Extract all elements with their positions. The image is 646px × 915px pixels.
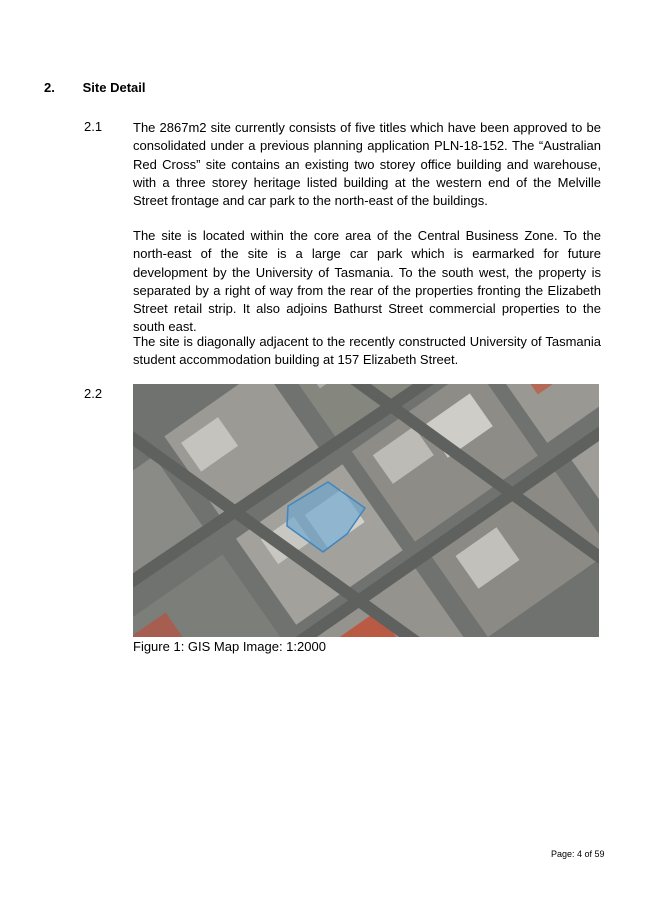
item-number-2-1: 2.1	[84, 119, 103, 134]
page-number: Page: 4 of 59	[551, 849, 605, 859]
section-title: Site Detail	[82, 80, 146, 95]
item-number-2-2: 2.2	[84, 386, 103, 401]
section-heading	[44, 80, 145, 95]
aerial-image	[133, 384, 599, 637]
paragraph-site-location: The site is located within the core area of the Central Business Zone. To the north-east of the site is a large car park which is earmarked for future development by the University of Tasmania. To the south west, the property is separated by a right of way from the rear of the properties fronting the Elizabeth Street retail strip. It also adjoins Bathurst Street commercial properties to the south east.	[133, 228, 601, 335]
section-number: 2.	[44, 80, 55, 95]
paragraph-adjacent-building: The site is diagonally adjacent to the recently constructed University of Tasmania student accommodation building at 157 Elizabeth Street.	[133, 334, 601, 368]
paragraph-site-composition: The 2867m2 site currently consists of five titles which have been approved to be consolidated under a previous planning application PLN-18-152. The “Australian Red Cross” site contains an existing two storey office building and warehouse, with a three storey heritage listed building at the western end of the Melville Street frontage and car park to the north-east of the buildings.	[133, 120, 601, 209]
figure-caption: Figure 1: GIS Map Image: 1:2000	[133, 639, 326, 654]
gis-aerial-map	[133, 384, 599, 637]
